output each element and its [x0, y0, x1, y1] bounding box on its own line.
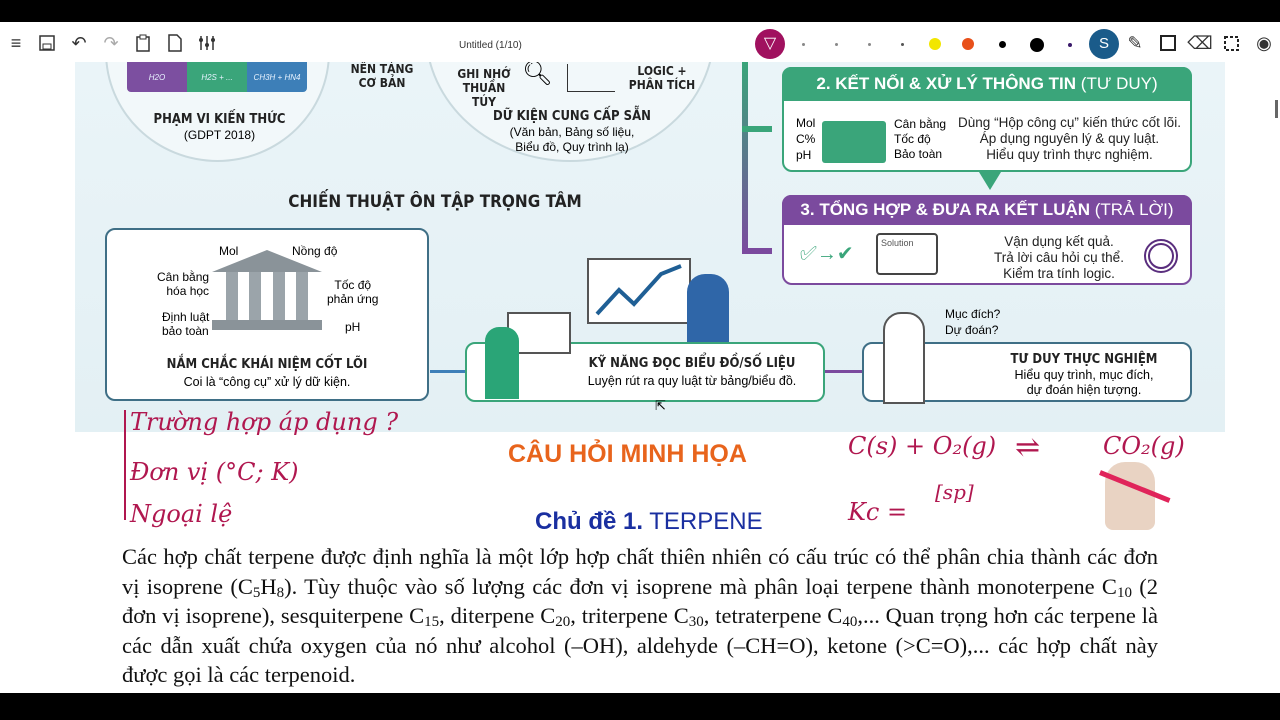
margin-line-ink — [124, 410, 126, 520]
color-black-large[interactable] — [1030, 38, 1044, 52]
connector-1 — [430, 370, 468, 373]
pen-size-2[interactable] — [835, 43, 838, 46]
pen-size-1[interactable] — [802, 43, 805, 46]
core-concepts-card — [105, 228, 429, 401]
eraser-icon[interactable]: ⌫ — [1187, 32, 1213, 53]
scope-circle — [105, 62, 330, 162]
equilibrium-arrow: ⇌ — [1015, 430, 1041, 465]
line-chart-icon — [567, 64, 615, 92]
scrollbar-thumb[interactable] — [1275, 100, 1278, 118]
label-toc-do: Tốc độ phản ứng — [327, 278, 379, 306]
step2-header: 2. KẾT NỐI & XỬ LÝ THÔNG TIN (TƯ DUY) — [782, 67, 1192, 101]
label-mol: Mol — [219, 244, 239, 258]
pen-size-3[interactable] — [868, 43, 871, 46]
undo-icon[interactable]: ↶ — [71, 32, 87, 53]
clipboard-icon[interactable] — [130, 30, 156, 56]
book-label: H2S + ... — [187, 62, 247, 92]
data-circle — [425, 62, 715, 162]
data-title: DỮ KIỆN CUNG CẤP SẴN — [493, 109, 651, 124]
handwritten-note-3: Ngoại lệ — [130, 500, 233, 528]
redo-icon[interactable]: ↷ — [103, 32, 119, 53]
document-title: Untitled (1/10) — [459, 40, 522, 51]
rectangle-icon[interactable] — [1155, 30, 1181, 56]
scope-subtitle: (GDPT 2018) — [183, 128, 256, 142]
large-chart-board-icon — [587, 258, 691, 324]
chart-reading-subtitle: Luyện rút ra quy luật từ bảng/biểu đồ. — [587, 374, 797, 388]
toolbar — [0, 22, 1280, 64]
book-label: H2O — [127, 62, 187, 92]
selection-icon[interactable] — [1219, 30, 1245, 56]
connector-2 — [825, 370, 865, 373]
book-label: CH3H + HN4 — [247, 62, 307, 92]
arrow-to-step3 — [742, 248, 772, 254]
toolbox-icon — [822, 121, 886, 163]
highlighter-icon[interactable]: ▽ — [755, 29, 785, 59]
top-black-bar — [0, 0, 1280, 22]
shapes-icon[interactable]: S — [1089, 29, 1119, 59]
strategy-title: CHIẾN THUẬT ÔN TẬP TRỌNG TÂM — [288, 192, 582, 212]
step2-card — [782, 67, 1192, 172]
scope-title: PHẠM VI KIẾN THỨC — [153, 112, 286, 127]
color-orange[interactable] — [962, 38, 974, 50]
equation-right: CO₂(g) — [1103, 432, 1185, 460]
target-icon — [1144, 239, 1178, 273]
topic-heading: Chủ đề 1. TERPENE — [535, 508, 763, 535]
color-yellow[interactable] — [929, 38, 941, 50]
body-paragraph: Các hợp chất terpene được định nghĩa là một lớp hợp chất thiên nhiên có cấu trúc có thể phân chia thành các đơn vị isoprene $(C_5H_8)$. Tùy thuộc vào số lượng các đơn vị isoprene mà phân loại terpene thành monoterpene $C_{10}$ (2 đơn vị isoprene), sesquiterpene $C_{15}$, diterpene $C_{20}$, triterpene $C_{30}$, tetraterpene $C_{40}$,... Quan trọng hơn các terpene là các dẫn xuất chứa oxygen của nó như alcohol (–OH), aldehyde (–CH=O), ketone (>C=O),... các hợp chất này được gọi là các terpenoid. — [122, 544, 1159, 688]
scientist-icon — [883, 312, 925, 404]
logic-label: LOGIC + PHÂN TÍCH — [628, 64, 696, 92]
handwritten-note-1: Trường hợp áp dụng ? — [130, 408, 399, 436]
page-icon[interactable] — [162, 30, 188, 56]
step3-text: Vận dụng kết quả. Trả lời câu hỏi cụ thể. Kiểm tra tính logic. — [994, 234, 1124, 281]
tablet-icon: Solution — [876, 233, 938, 275]
temple-icon — [212, 250, 322, 335]
chart-reading-title: KỸ NĂNG ĐỌC BIỂU ĐỒ/SỐ LIỆU — [588, 356, 796, 371]
save-icon[interactable] — [34, 30, 60, 56]
menu-icon[interactable]: ≡ — [10, 32, 22, 53]
step3-header: 3. TỔNG HỢP & ĐƯA RA KẾT LUẬN (TRẢ LỜI) — [782, 195, 1192, 225]
kc-numerator: [sp] — [935, 480, 974, 504]
label-can-bang: Cân bằng hóa học — [157, 270, 210, 298]
equation-left: C(s) + O₂(g) — [848, 432, 997, 460]
man-figure-icon — [687, 274, 729, 342]
data-subtitle: (Văn bản, Bảng số liệu, Biểu đồ, Quy trình lạ) — [509, 125, 635, 154]
handwritten-note-2: Đơn vị (°C; K) — [130, 458, 299, 486]
kc-expression: Kc = — [848, 498, 908, 526]
step2-left-labels: Mol C% pH — [796, 116, 816, 162]
experiment-bubble: Mục đích? Dự đoán? — [945, 307, 1001, 337]
down-arrow-icon — [979, 172, 1001, 190]
foundation-label: NỀN TẢNG CƠ BẢN — [350, 62, 414, 90]
experiment-title: TƯ DUY THỰC NGHIỆM — [1010, 352, 1158, 367]
settings-sliders-icon[interactable] — [194, 30, 220, 56]
experiment-subtitle: Hiểu quy trình, mục đích, dự đoán hiện tượng. — [1014, 368, 1154, 397]
hand-pen-cursor-icon — [1105, 462, 1155, 530]
core-subtitle: Coi là “công cụ” xử lý dữ kiện. — [183, 375, 351, 389]
color-purple[interactable] — [1068, 43, 1072, 47]
label-nong-do: Nồng độ — [292, 244, 338, 258]
ruler-icon[interactable]: ✎ — [1127, 32, 1143, 53]
memorize-label: GHI NHỚ THUẦN TÚY — [457, 67, 511, 109]
color-black-small[interactable] — [999, 41, 1006, 48]
label-dinh-luat: Định luật bảo toàn — [162, 310, 210, 338]
flow-line — [742, 62, 748, 254]
check-arrow-icon: ✅︎→✔ — [800, 243, 854, 265]
step3-card — [782, 195, 1192, 285]
section-heading: CÂU HỎI MINH HỌA — [508, 440, 747, 468]
magnifier-icon: 🔍︎ — [522, 62, 553, 87]
arrow-to-step2 — [742, 126, 772, 132]
label-ph: pH — [345, 320, 361, 334]
step2-right-labels: Cân bằng Tốc độ Bảo toàn — [894, 117, 947, 161]
pen-size-4[interactable] — [901, 43, 904, 46]
books-icon — [127, 62, 307, 92]
infographic — [75, 62, 1225, 432]
eye-icon[interactable]: ◉ — [1256, 32, 1272, 53]
core-title: NẮM CHẮC KHÁI NIỆM CỐT LÕI — [166, 357, 368, 372]
bottom-black-bar — [0, 693, 1280, 720]
step2-text: Dùng “Hộp công cụ” kiến thức cốt lõi. Áp dụng nguyên lý & quy luật. Hiểu quy trình thực nghiệm. — [958, 115, 1181, 162]
mouse-cursor-icon: ⇱ — [655, 398, 666, 413]
woman-figure-icon — [485, 327, 519, 399]
